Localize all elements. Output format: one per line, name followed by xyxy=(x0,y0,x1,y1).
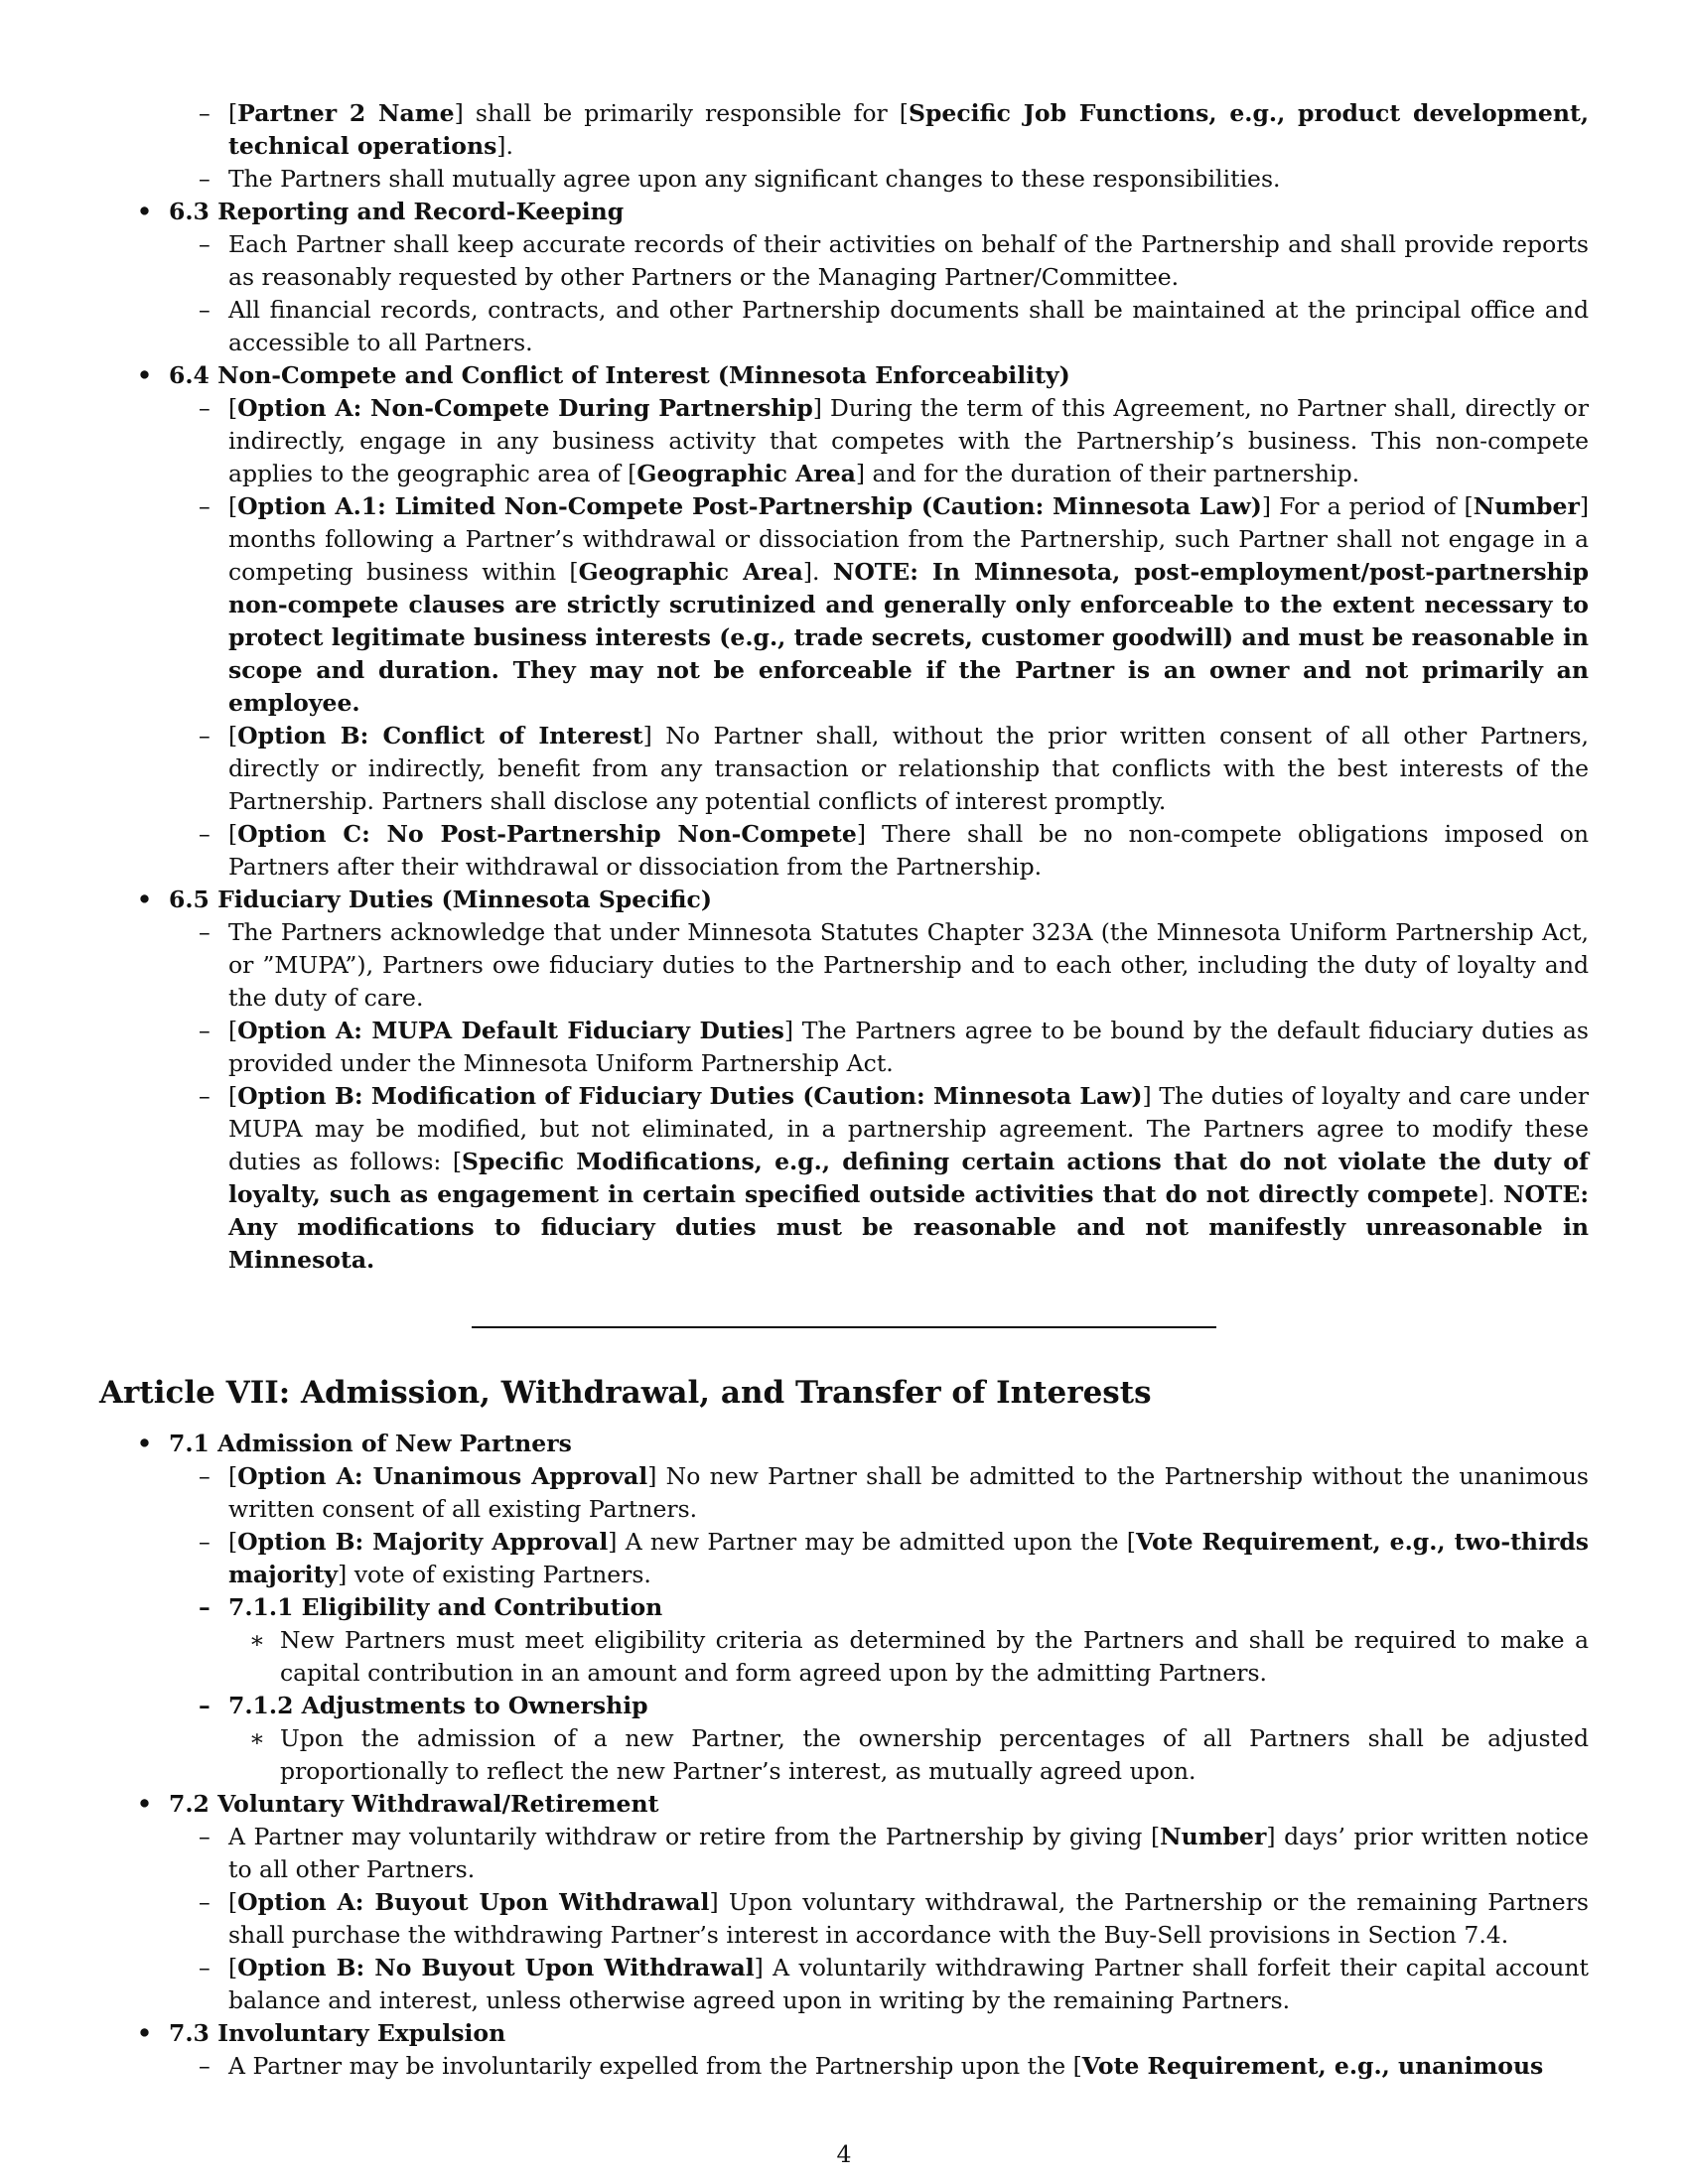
dash-bullet: – xyxy=(199,722,211,750)
list-item: – [Option B: Majority Approval] A new Partner may be admitted upon the [Vote Requirement, e.g., two-thirds majority] vote of existing Partners. xyxy=(199,1528,1589,1588)
dot-bullet: • xyxy=(137,2019,153,2047)
dash-bullet: – xyxy=(199,1082,211,1110)
list-item: – [Option B: Modification of Fiduciary Duties (Caution: Minnesota Law)] The duties of loyalty and care under MUPA may be modified, but not eliminated, in a partnership agreement. The Partners agree to modify these duties as follows: [Specific Modifications, e.g., defining certain actions that do not violate the duty of loyalty, such as engagement in certain specified outside activities that do not directly compete]. NOTE: Any modifications to fiduciary duties must be reasonable and not manifestly unreasonable in Minnesota. xyxy=(199,1082,1589,1274)
section-heading: • 6.5 Fiduciary Duties (Minnesota Specific) xyxy=(99,884,1589,916)
dash-bullet: – xyxy=(199,99,211,127)
section-heading: • 7.3 Involuntary Expulsion xyxy=(99,2017,1589,2050)
page-number: 4 xyxy=(836,2140,852,2168)
list-item: – [Option A: MUPA Default Fiduciary Duties] The Partners agree to be bound by the default fiduciary duties as provided under the Minnesota Uniform Partnership Act. xyxy=(199,1017,1589,1077)
star-bullet: ∗ xyxy=(249,1724,265,1752)
list-item: – [Option C: No Post-Partnership Non-Compete] There shall be no non-compete obligations imposed on Partners after their withdrawal or dissociation from the Partnership. xyxy=(199,820,1589,881)
article-title: Article VII: Admission, Withdrawal, and Transfer of Interests xyxy=(99,1375,1152,1411)
star-bullet: ∗ xyxy=(249,1626,265,1654)
dash-bullet: – xyxy=(199,918,211,946)
article-7-content xyxy=(99,1428,1589,2083)
dot-bullet: • xyxy=(137,886,153,913)
dash-bullet: – xyxy=(199,230,211,258)
dash-bullet: – xyxy=(199,165,211,193)
minnesota-note: NOTE: Any modifications to fiduciary duties must be reasonable and not manifestly unreasonable in Minnesota. xyxy=(228,1180,1589,1274)
dash-bullet: – xyxy=(199,296,211,324)
list-item: – The Partners shall mutually agree upon any significant changes to these responsibilities. xyxy=(99,163,1589,196)
section-heading: • 6.4 Non-Compete and Conflict of Interest (Minnesota Enforceability) xyxy=(99,359,1589,392)
subsection-heading: – 7.1.1 Eligibility and Contribution xyxy=(99,1591,1589,1624)
list-item: – The Partners acknowledge that under Minnesota Statutes Chapter 323A (the Minnesota Uniform Partnership Act, or ”MUPA”), Partners owe fiduciary duties to the Partnership and to each other, including the duty of loyalty and the duty of care. xyxy=(199,918,1589,1012)
minnesota-note: NOTE: In Minnesota, post-employment/post-partnership non-compete clauses are strictly scrutinized and generally only enforceable to the extent necessary to protect legitimate business interests (e.g., trade secrets, customer goodwill) and must be reasonable in scope and duration. They may not be enforceable if the Partner is an owner and not primarily an employee. xyxy=(228,558,1589,717)
list-item: ∗ Upon the admission of a new Partner, the ownership percentages of all Partners shall be adjusted proportionally to reflect the new Partner’s interest, as mutually agreed upon. xyxy=(249,1724,1589,1785)
dash-bullet: – xyxy=(199,1528,211,1556)
dash-bullet: – xyxy=(199,2052,211,2080)
list-item: – Each Partner shall keep accurate records of their activities on behalf of the Partnership and shall provide reports as reasonably requested by other Partners or the Managing Partner/Committee. xyxy=(199,230,1589,291)
dash-bullet: – xyxy=(199,1823,211,1850)
dot-bullet: • xyxy=(137,198,153,225)
dash-bullet: – xyxy=(199,1888,211,1916)
list-item: – A Partner may be involuntarily expelled from the Partnership upon the [Vote Requirement, e.g., unanimous xyxy=(99,2050,1589,2083)
dot-bullet: • xyxy=(137,1430,153,1457)
list-item: ∗ New Partners must meet eligibility criteria as determined by the Partners and shall be required to make a capital contribution in an amount and form agreed upon by the admitting Partners. xyxy=(249,1626,1589,1687)
list-item: – [Partner 2 Name] shall be primarily responsible for [Specific Job Functions, e.g., product development, technical operations]. xyxy=(199,99,1589,160)
section-heading: • 6.3 Reporting and Record-Keeping xyxy=(99,196,1589,228)
list-item: – A Partner may voluntarily withdraw or retire from the Partnership by giving [Number] days’ prior written notice to all other Partners. xyxy=(199,1823,1589,1883)
section-heading: • 7.1 Admission of New Partners xyxy=(99,1428,1589,1460)
dash-bullet: – xyxy=(199,394,211,422)
dot-bullet: • xyxy=(137,1790,153,1818)
dash-bullet: – xyxy=(199,1593,211,1621)
dash-bullet: – xyxy=(199,820,211,848)
dash-bullet: – xyxy=(199,492,211,520)
list-item: – All financial records, contracts, and other Partnership documents shall be maintained at the principal office and accessible to all Partners. xyxy=(199,296,1589,356)
list-item: – [Option B: Conflict of Interest] No Partner shall, without the prior written consent of all other Partners, directly or indirectly, benefit from any transaction or relationship that conflicts with the best interests of the Partnership. Partners shall disclose any potential conflicts of interest promptly. xyxy=(199,722,1589,815)
subsection-heading: – 7.1.2 Adjustments to Ownership xyxy=(99,1690,1589,1722)
list-item: – [Option A: Buyout Upon Withdrawal] Upon voluntary withdrawal, the Partnership or the remaining Partners shall purchase the withdrawing Partner’s interest in accordance with the Buy-Sell provisions in Section 7.4. xyxy=(199,1888,1589,1949)
section-heading: • 7.2 Voluntary Withdrawal/Retirement xyxy=(99,1788,1589,1821)
dash-bullet: – xyxy=(199,1462,211,1490)
list-item: – [Option A: Non-Compete During Partnership] During the term of this Agreement, no Partner shall, directly or indirectly, engage in any business activity that competes with the Partnership’s business. This non-compete applies to the geographic area of [Geographic Area] and for the duration of their partnership. xyxy=(199,394,1589,487)
section-divider xyxy=(472,1326,1216,1328)
list-item: – [Option A.1: Limited Non-Compete Post-Partnership (Caution: Minnesota Law)] For a period of [Number] months following a Partner’s withdrawal or dissociation from the Partnership, such Partner shall not engage in a competing business within [Geographic Area]. NOTE: In Minnesota, post-employment/post-partnership non-compete clauses are strictly scrutinized and generally only enforceable to the extent necessary to protect legitimate business interests (e.g., trade secrets, customer goodwill) and must be reasonable in scope and duration. They may not be enforceable if the Partner is an owner and not primarily an employee. xyxy=(199,492,1589,717)
dash-bullet: – xyxy=(199,1017,211,1044)
dash-bullet: – xyxy=(199,1954,211,1981)
list-item: – [Option A: Unanimous Approval] No new Partner shall be admitted to the Partnership without the unanimous written consent of all existing Partners. xyxy=(199,1462,1589,1523)
list-item: – [Option B: No Buyout Upon Withdrawal] A voluntarily withdrawing Partner shall forfeit their capital account balance and interest, unless otherwise agreed upon in writing by the remaining Partners. xyxy=(199,1954,1589,2014)
section-6-content xyxy=(99,97,1589,1277)
dot-bullet: • xyxy=(137,361,153,389)
dash-bullet: – xyxy=(199,1692,211,1719)
